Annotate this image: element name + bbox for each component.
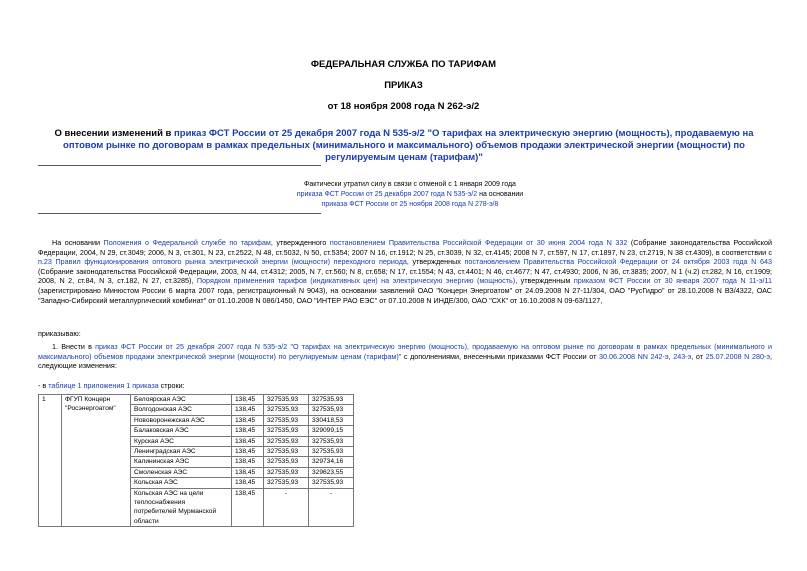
agency-name: ФЕДЕРАЛЬНАЯ СЛУЖБА ПО ТАРИФАМ [310,59,497,70]
link-government-decree-643[interactable]: постановлением Правительства Российской Федерации от 24 октября 2003 года N 643 [464,257,772,267]
divider-top [38,165,321,166]
value-1: 138,45 [232,415,264,425]
item-1-text-4: , от [691,351,706,361]
note-line-1: Фактически утратил силу в связи с отменой с 1 января 2009 года [304,181,516,188]
preamble-text-2: , утвержденного [270,238,330,247]
plant-name: Калининская АЭС [131,457,232,467]
preamble-paragraph [38,238,772,305]
link-order-280[interactable]: 25.07.2008 N 280-э [705,351,771,361]
table-row [39,395,354,405]
link-fts-regulation[interactable]: Положения о Федеральной службе по тарифам [103,238,271,247]
tariff-table [38,394,354,527]
value-2: 327535,93 [264,457,309,467]
value-2: 327535,93 [264,415,309,425]
note-line-2-text: на основании [477,191,524,198]
plant-name: Курская АЭС [131,436,232,446]
plant-name: Нововоронежская АЭС [131,415,232,425]
preamble-text-1: На основании [52,238,104,247]
row-number: 1 [39,395,62,527]
link-order-243[interactable]: 243-э [673,351,692,361]
table-intro [38,381,772,391]
value-1: 138,45 [232,478,264,488]
link-table-1-appendix-1[interactable]: таблице 1 приложения 1 приказа [48,381,159,390]
value-3: 329099,15 [309,426,354,436]
preamble-text-6: , утвержденным [515,276,574,286]
item-1-text-1: 1. Внести в [52,342,96,351]
organization-name: ФГУП Концерн "Росэнергоатом" [62,395,131,527]
plant-name: Волгодонская АЭС [131,405,232,415]
value-1: 138,45 [232,395,264,405]
item-1-text-2: с дополнениями, внесенными приказами ФСТ России от [401,351,599,361]
order-word: приказываю: [38,329,81,338]
value-2: 327535,93 [264,467,309,477]
value-2: 327535,93 [264,426,309,436]
document-title [38,128,770,164]
preamble-text-3: (Собрание законодательства Российской Федерации, 2004, N 29, ст.3049; 2006, N 3, ст.301, N 23, ст.2522, N 48, ст.5032, N 50, ст.5354; 2007 N 16, ст.1912; N 25, ст.3039, N 32, ст.4145; 2008 N 7, ст.597, N 17, ст.1897, N 23, ст.2719, N 38 ст.4309), в соответствии с [38,238,772,257]
document-type: ПРИКАЗ [384,80,423,91]
table-intro-text-2: строки: [158,381,185,390]
value-1: 138,45 [232,457,264,467]
value-1: 138,45 [232,467,264,477]
plant-name: Балаковская АЭС [131,426,232,436]
value-3: 330418,53 [309,415,354,425]
tariff-table-body [39,395,354,527]
divider-bottom [38,213,321,214]
value-1: 138,45 [232,488,264,527]
plant-name: Кольская АЭС [131,478,232,488]
value-2: 327535,93 [264,436,309,446]
link-fts-order-11[interactable]: приказом ФСТ России от 30 января 2007 года N 11-э/11 [573,276,773,286]
plant-name: Кольская АЭС на цели теплоснабжения потребителей Мурманской области [131,488,232,527]
title-prefix: О внесении изменений в [54,128,175,139]
value-3: - [309,488,354,527]
preamble-text-4: , утвержденных [406,257,465,267]
table-intro-text-1: - в [38,381,49,390]
value-1: 138,45 [232,436,264,446]
value-2: 327535,93 [264,478,309,488]
note-link-2[interactable]: приказа ФСТ России от 25 ноября 2008 года N 278-э/8 [321,201,499,208]
value-3: 327535,93 [309,436,354,446]
item-1-text-5: , следующие изменения: [38,351,773,371]
value-3: 327535,93 [309,395,354,405]
note-line-3 [200,200,620,210]
item-1-paragraph [38,342,772,371]
note-line-2 [200,190,620,200]
value-2: 327535,93 [264,395,309,405]
value-3: 327535,93 [309,405,354,415]
plant-name: Смоленская АЭС [131,467,232,477]
link-fts-order-535[interactable]: приказ ФСТ России от 25 декабря 2007 года N 535-э/2 "О тарифах на электрическую энергию (мощность), продаваемую на оптовом рынке по договорам в рамках предельных (минимального и максимального) объемов продажи электрической энергии (мощности) по регулируемым ценам (тарифам)" [38,342,772,361]
value-2: 327535,93 [264,447,309,457]
value-2: - [264,488,309,527]
document-date-number: от 18 ноября 2008 года N 262-э/2 [327,101,480,112]
value-1: 138,45 [232,405,264,415]
link-tariff-procedure[interactable]: Порядком применения тарифов (индикативных цен) на электрическую энергию (мощность) [196,276,516,286]
plant-name: Белоярская АЭС [131,395,232,405]
preamble-text-5: (Собрание законодательства Российской Федерации, 2003, N 44, ст.4312; 2005, N 7, ст.560; N 8, ст.658; N 17, ст.1554; N 43, ст.4401; N 46, ст.4677; N 47, ст.4930; 2006, N 36, ст.3835; 2007, N 1 (ч.2) ст.282, N 16, ст.1909; 2008, N 2, ст.84, N 3, ст.182, N 27, ст.3285), [38,266,772,286]
note-link-1[interactable]: приказа ФСТ России от 25 декабря 2007 года N 535-э/2 [296,191,478,198]
value-1: 138,45 [232,447,264,457]
plant-name: Ленинградская АЭС [131,447,232,457]
value-3: 329623,55 [309,467,354,477]
value-3: 329734,16 [309,457,354,467]
link-market-rules[interactable]: п.23 Правил функционирования оптового рынка электрической энергии (мощности) переходного периода [38,257,407,267]
link-order-242[interactable]: 30.06.2008 NN 242-э [599,351,669,361]
preamble-text-7: (зарегистрировано Минюстом России 6 марта 2007 года, регистрационный N 9043), на основании заявлений ОАО "Концерн Энергоатом" от 24.09.2008 N 27-11/304, ОАО "РусГидро" от 28.10.2008 N ВЗ/4322, ОАС "Западно-Сибирский металлургический комбинат" от 01.10.2008 N 086/1450, ОАО "ИНТЕР РАО ЕЭС" от 07.10.2008 N ИНДЕ/300, ОАО "СХК" от 16.10.2008 N 09-63/1127, [38,285,772,305]
value-3: 327535,93 [309,478,354,488]
value-2: 327535,93 [264,405,309,415]
status-note [200,180,620,210]
link-government-decree-332[interactable]: постановлением Правительства Российской Федерации от 30 июня 2004 года N 332 [329,238,628,247]
title-link[interactable]: приказ ФСТ России от 25 декабря 2007 года N 535-э/2 "О тарифах на электрическую энергию (мощность), продаваемую на оптовом рынке по договорам в рамках предельных (минимального и максимального) объемов продажи электрической энергии (мощности) по регулируемым ценам (тарифам)" [63,128,754,163]
item-1-text-3: , [668,351,674,361]
value-3: 327535,93 [309,447,354,457]
value-1: 138,45 [232,426,264,436]
